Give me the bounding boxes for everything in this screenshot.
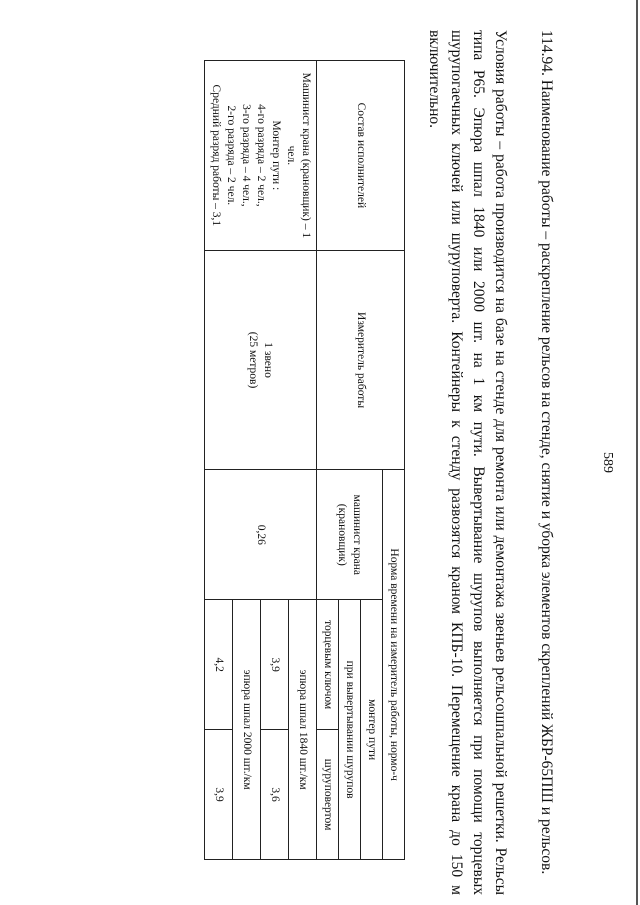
header-track-fitter: монтер пути bbox=[361, 600, 383, 860]
unit-line: (25 метров) bbox=[247, 331, 260, 389]
section-label-2000: эпюра шпал 2000 шт./км bbox=[233, 600, 261, 860]
document-page bbox=[25, 30, 615, 895]
crew-cell bbox=[205, 61, 317, 251]
unit-line: 1 звено bbox=[262, 342, 275, 378]
header-screwdriver: шуруповертом bbox=[317, 730, 339, 860]
crane-value-cell: 0,26 bbox=[205, 470, 317, 600]
header-norm: Норма времени на измеритель работы, нормо-ч bbox=[383, 470, 405, 860]
page-number: 589 bbox=[600, 452, 615, 473]
crew-line: 4-го разряда – 2 чел., bbox=[255, 104, 267, 207]
value-2000-screwdriver: 3,9 bbox=[205, 730, 233, 860]
crew-line: 3-го разряда – 4 чел., bbox=[240, 104, 252, 207]
unit-cell bbox=[205, 250, 317, 470]
section-label-1840: эпюра шпал 1840 шт./км bbox=[289, 600, 317, 860]
table-row bbox=[289, 61, 317, 860]
header-unit: Измеритель работы bbox=[317, 250, 405, 470]
crew-line: Монтер пути : bbox=[270, 120, 282, 191]
work-title: 114.94. Наименование работы – раскрепление рельсов на стенде, снятие и уборка элементов скреплений ЖБР-65ПШ и рельсов. bbox=[538, 30, 555, 875]
crew-line: Средний разряд работы – 3,1 bbox=[210, 84, 222, 227]
work-conditions: Условия работы – работа производится на базе на стенде для ремонта или демонтажа звеньев рельсошпальной решетки. Рельсы типа Р65. Эпюра шпал 1840 или 2000 шт. на 1 км пути. Вывертывание шурупов выполняется при помощи торцевых шурупогаечных ключей или шуруповерта. Контейнеры к стенду развозятся краном КПБ-10. Перемещение крана до 150 м включительно. bbox=[426, 30, 509, 895]
header-socket-wrench: торцевым ключом bbox=[317, 600, 339, 730]
value-1840-screwdriver: 3,6 bbox=[261, 730, 289, 860]
table-header-row bbox=[383, 61, 405, 860]
page-edge-line bbox=[636, 0, 638, 905]
time-norms-table bbox=[204, 60, 405, 860]
crew-line: 2-го разряда – 2 чел. bbox=[225, 105, 237, 206]
header-crew: Состав исполнителей bbox=[317, 61, 405, 251]
header-unscrewing: при вывертывании шурупов bbox=[339, 600, 361, 860]
value-2000-wrench: 4,2 bbox=[205, 600, 233, 730]
header-crane-operator: машинист крана (крановщик) bbox=[317, 470, 383, 600]
crew-line: Машинист крана (крановщик) – 1 чел. bbox=[285, 72, 312, 239]
value-1840-wrench: 3,9 bbox=[261, 600, 289, 730]
